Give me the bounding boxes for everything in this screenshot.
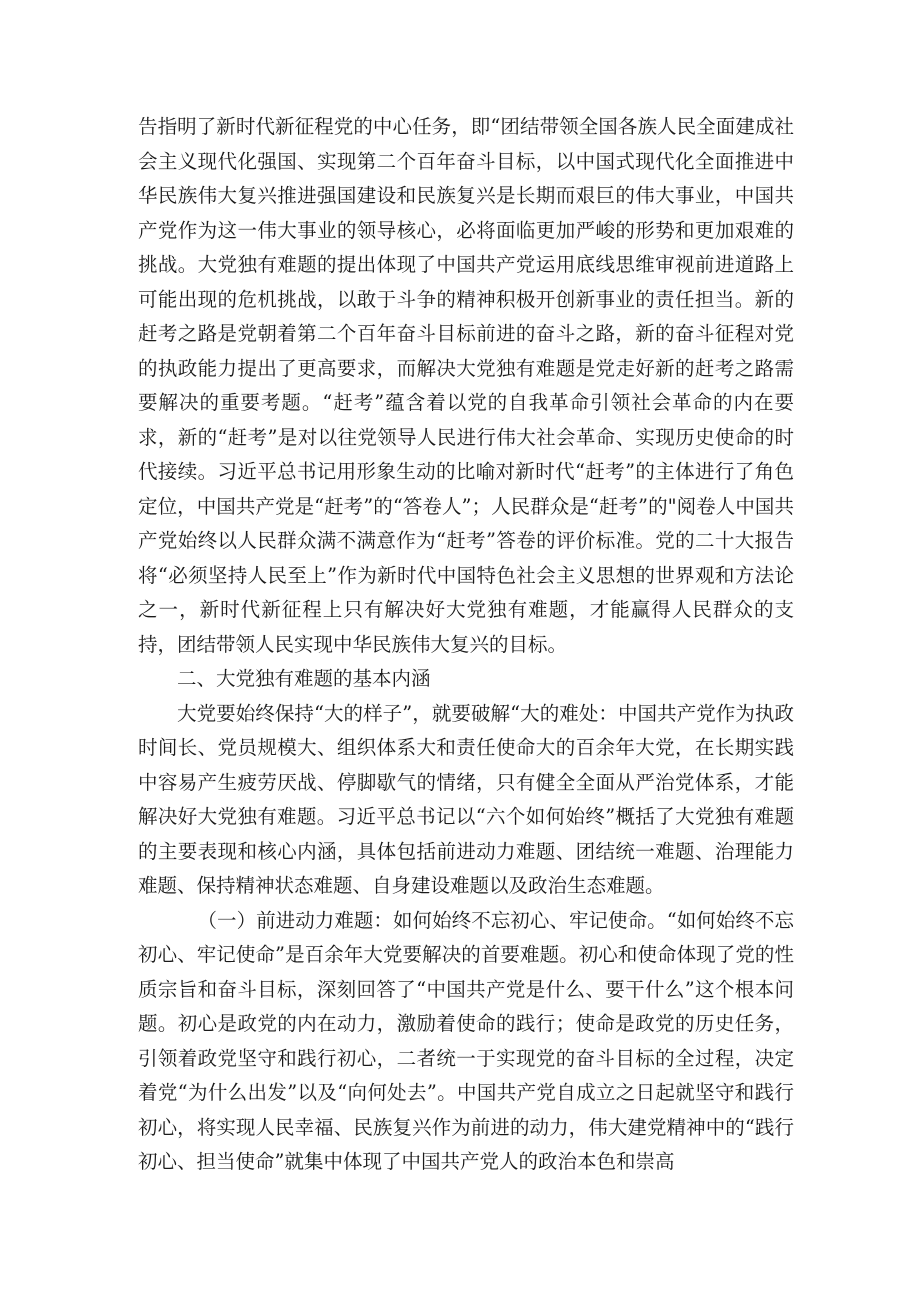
- paragraph-basic-connotation: 大党要始终保持“大的样子”，就要破解“大的难处：中国共产党作为执政时间长、党员规模大、组织体系大和责任使命大的百余年大党，在长期实践中容易产生疲劳厌战、停脚歇气的情绪，只有健全全面从严治党体系，才能解决好大党独有难题。习近平总书记以“六个如何始终”概括了大党独有难题的主要表现和核心内涵，具体包括前进动力难题、团结统一难题、治理能力难题、保持精神状态难题、自身建设难题以及政治生态难题。: [138, 701, 794, 897]
- document-page: [138, 110, 794, 1180]
- section-heading: 二、大党独有难题的基本内涵: [177, 667, 431, 690]
- paragraph-continued: 告指明了新时代新征程党的中心任务，即“团结带领全国各族人民全面建成社会主义现代化强国、实现第二个百年奋斗目标，以中国式现代化全面推进中华民族伟大复兴推进强国建设和民族复兴是长期而艰巨的伟大事业，中国共产党作为这一伟大事业的领导核心，必将面临更加严峻的形势和更加艰难的挑战。大党独有难题的提出体现了中国共产党运用底线思维审视前进道路上可能出现的危机挑战，以敢于斗争的精神积极开创新事业的责任担当。新的赶考之路是党朝着第二个百年奋斗目标前进的奋斗之路，新的奋斗征程对党的执政能力提出了更高要求，而解决大党独有难题是党走好新的赶考之路需要解决的重要考题。“赶考”蕴含着以党的自我革命引领社会革命的内在要求，新的“赶考”是对以往党领导人民进行伟大社会革命、实现历史使命的时代接续。习近平总书记用形象生动的比喻对新时代“赶考”的主体进行了角色定位，中国共产党是“赶考”的“答卷人”；人民群众是“赶考”的"阅卷人中国共产党始终以人民群众满不满意作为“赶考”答卷的评价标准。党的二十大报告将“必须坚持人民至上”作为新时代中国特色社会主义思想的世界观和方法论之一，新时代新征程上只有解决好大党独有难题，才能赢得人民群众的支持，团结带领人民实现中华民族伟大复兴的目标。: [138, 115, 794, 656]
- paragraph-subsection-one: （一）前进动力难题：如何始终不忘初心、牢记使命。“如何始终不忘初心、牢记使命”是百余年大党要解决的首要难题。初心和使命体现了党的性质宗旨和奋斗目标，深刻回答了“中国共产党是什么、要干什么”这个根本问题。初心是政党的内在动力，激励着使命的践行；使命是政党的历史任务，引领着政党坚守和践行初心，二者统一于实现党的奋斗目标的全过程，决定着党“为什么出发”以及“向何处去”。中国共产党自成立之日起就坚守和践行初心，将实现人民幸福、民族复兴作为前进的动力，伟大建党精神中的“践行初心、担当使命”就集中体现了中国共产党人的政治本色和崇高: [138, 908, 794, 1173]
